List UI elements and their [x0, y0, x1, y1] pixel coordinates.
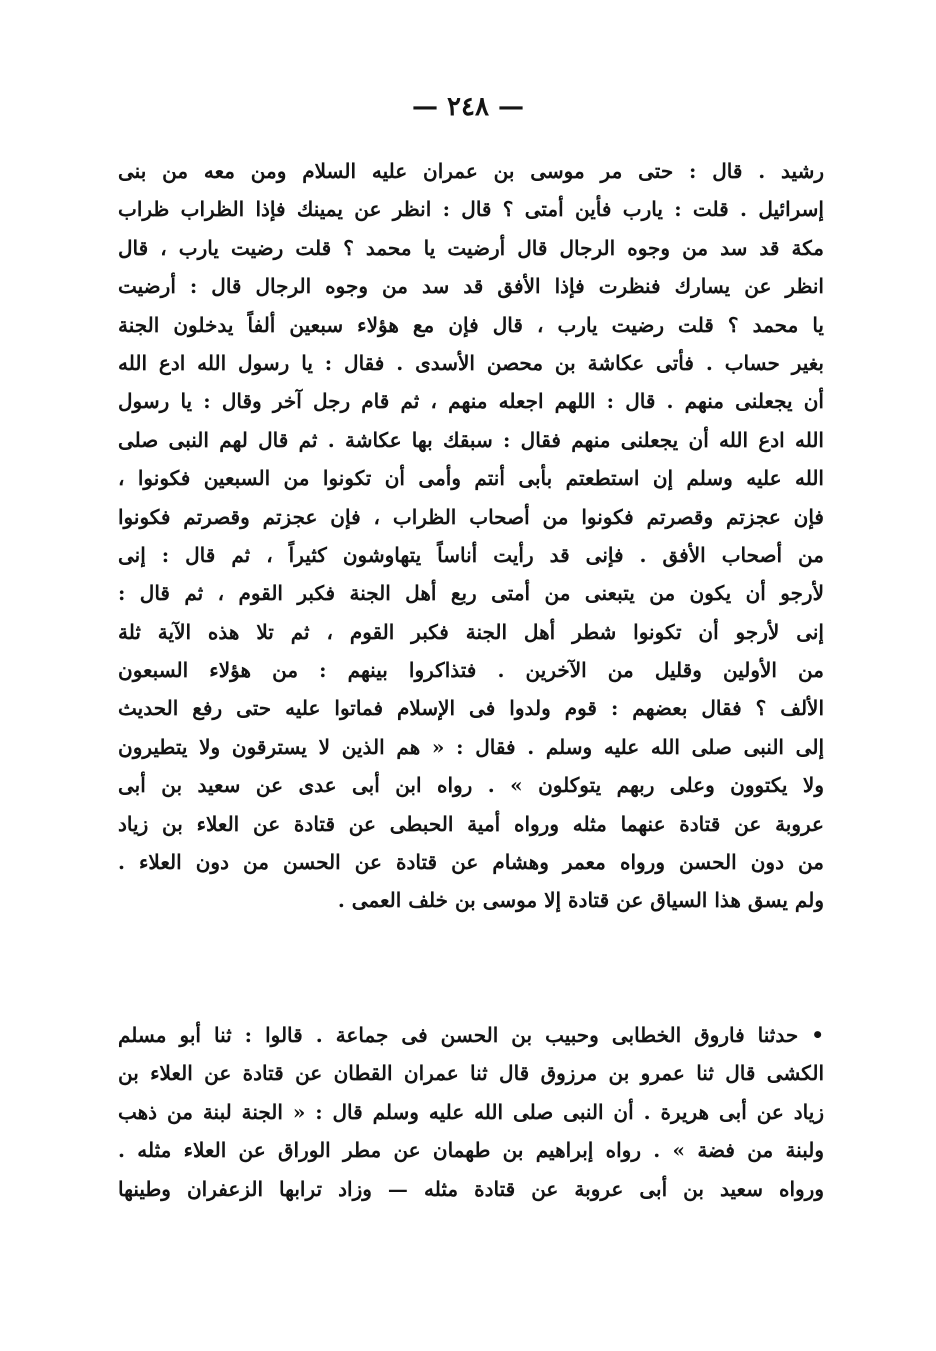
text-line: • حدثنا فاروق الخطابى وحبيب بن الحسن فى جماعة . قالوا : ثنا أبو مسلم — [118, 1023, 824, 1047]
text-line: إسرائيل . قلت : يارب فأين أمتى ؟ قال : انظر عن يمينك فإذا الظراب ظراب — [118, 197, 824, 222]
text-line: يا محمد ؟ قلت رضيت يارب ، قال فإن مع هؤلاء سبعين ألفاً يدخلون الجنة — [118, 312, 824, 337]
text-line: ولم يسق هذا السياق عن قتادة إلا موسى بن خلف العمى . — [337, 888, 824, 913]
text-line: ولا يكتوون وعلى ربهم يتوكلون » . رواه ابن أبى عدى عن سعيد بن أبى — [118, 773, 824, 798]
text-line: لأرجو أن يكون من يتبعنى من أمتى ربع أهل الجنة فكبر القوم ، ثم قال : — [118, 581, 824, 606]
text-line: عروبة عن قتادة عنهما مثله ورواه أمية الحبطى عن قتادة عن العلاء بن زياد — [118, 811, 824, 836]
text-line: من الأولين وقليل من الآخرين . فتذاكروا بينهم : من هؤلاء السبعون — [118, 658, 824, 683]
page-number: — ٢٤٨ — — [411, 92, 525, 122]
text-line: مكة قد سد من وجوه الرجال قال أرضيت يا محمد ؟ قلت رضيت يارب ، قال — [118, 235, 824, 260]
text-line: رشيد . قال : حتى مر موسى بن عمران عليه السلام ومن معه من بنى — [118, 159, 824, 183]
text-line: الله عليه وسلم إن استطعتم بأبى أنتم وأمى أن تكونوا من السبعين فكونوا ، — [118, 466, 824, 491]
text-line: أن يجعلنى منهم . قال : اللهم اجعله منهم ، ثم قام رجل آخر وقال : يا رسول — [118, 389, 824, 414]
text-line: إلى النبى صلى الله عليه وسلم . فقال : « هم الذين لا يسترقون ولا يتطيرون — [118, 734, 824, 759]
paragraph-2 — [118, 1016, 824, 1208]
text-line: انظر عن يسارك فنظرت فإذا الأفق قد سد من وجوه الرجال قال : أرضيت — [118, 274, 824, 299]
text-line: إنى لأرجو أن تكونوا شطر أهل الجنة فكبر القوم ، ثم تلا هذه الآية ثلة — [118, 619, 824, 644]
text-line: ورواه سعيد بن أبى عروبة عن قتادة مثله — وزاد ترابها الزعفران وطينها — [118, 1176, 824, 1201]
text-line: من دون الحسن ورواه معمر وهشام عن قتادة عن الحسن من دون العلاء . — [118, 850, 824, 875]
text-line: زياد عن أبى هريرة . أن النبى صلى الله عليه وسلم قال : « الجنة لبنة من ذهب — [118, 1099, 824, 1124]
text-line: من أصحاب الأفق . فإنى قد رأيت أناساً يتهاوشون كثيراً ، ثم قال : إنى — [118, 542, 824, 567]
text-line: فإن عجزتم وقصرتم فكونوا من أصحاب الظراب ، فإن عجزتم وقصرتم فكونوا — [118, 504, 824, 529]
paragraph-1 — [118, 152, 824, 920]
text-line: الألف ؟ فقال بعضهم : قوم ولدوا فى الإسلام فماتوا عليه حتى رفع الحديث — [118, 696, 824, 721]
text-line: ولبنة من فضة » . رواه إبراهيم بن طهمان عن مطر الوراق عن العلاء مثله . — [118, 1138, 824, 1163]
text-line: الله ادع الله أن يجعلنى منهم فقال : سبقك بها عكاشة . ثم قال لهم النبى صلى — [118, 427, 824, 452]
text-line: بغير حساب . فأتى عكاشة بن محصن الأسدى . فقال : يا رسول الله ادع الله — [118, 350, 824, 375]
text-line: الكشى قال ثنا عمرو بن مرزوق قال ثنا عمران القطان عن قتادة عن العلاء بن — [118, 1061, 824, 1086]
